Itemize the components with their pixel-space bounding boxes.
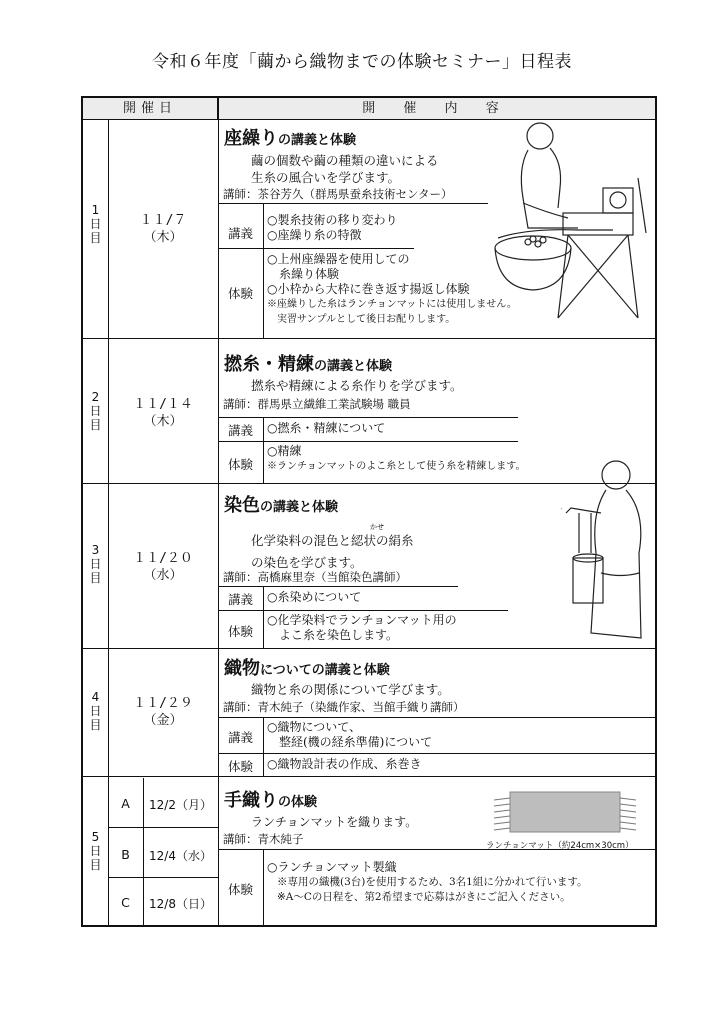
exp-items-2: ○精練 ※ランチョンマットのよこ糸として使う糸を精練します。 <box>267 444 526 472</box>
exp-label-4: 体験 <box>227 759 253 774</box>
exp-label-1: 体験 <box>227 286 253 301</box>
row-divider <box>83 338 655 339</box>
lecture-label-1: 講義 <box>227 226 253 241</box>
group-letter-b: B <box>121 847 130 862</box>
lecture-items-2: ○撚糸・精練について <box>267 421 386 435</box>
lecture-items-3: ○糸染めについて <box>267 590 362 604</box>
day-label-5: 5 日 目 <box>89 830 102 872</box>
exp-items-1: ○上州座繰器を使用しての 糸繰り体験 ○小枠から大枠に巻き返す揚返し体験 ※座繰りした糸はランチョンマットには使用しません。 実習サンプルとして後日お配りします。 <box>267 252 517 325</box>
ruby-kase: かせ <box>370 523 384 531</box>
lecture-label-2: 講義 <box>227 423 253 438</box>
lecture-label-4: 講義 <box>227 730 253 745</box>
sub-divider <box>218 753 655 754</box>
lecturer-4: 講師：青木純子（染織作家、当館手織り講師） <box>223 700 465 714</box>
date-3: １１/２０ （水） <box>133 551 193 583</box>
table-header <box>83 98 655 120</box>
header-content: 開 催 内 容 <box>362 101 511 116</box>
group-letter-c: C <box>121 895 130 910</box>
dyeing-illustration <box>561 453 656 653</box>
day-label-1: 1 日 目 <box>89 203 102 245</box>
row-title-3: 染色の講義と体験 <box>224 495 339 516</box>
mat-caption: ランチョンマット（約24cm×30cm） <box>486 841 634 851</box>
header-day: 開催日 <box>83 98 218 119</box>
day-label-4: 4 日 目 <box>89 690 102 732</box>
sub-divider <box>218 717 655 718</box>
label-divider <box>263 586 264 648</box>
row-desc-2: 撚糸や精練による糸作りを学びます。 <box>251 378 463 393</box>
date-column-divider <box>218 98 219 927</box>
row-desc-1: 繭の個数や繭の種類の違いによる 生糸の風合いを学びます。 <box>251 153 439 185</box>
exp-label-2: 体験 <box>227 457 253 472</box>
date-4: １１/２９ （金） <box>133 696 193 728</box>
row-desc-3: 化学染料の混色と綛状の絹糸 の染色を学びます。 <box>251 533 414 570</box>
zaguri-illustration <box>488 118 653 338</box>
group-date-b: 12/4（水） <box>149 849 212 863</box>
group-row-divider <box>108 827 218 828</box>
row-title-2: 撚糸・精練の講義と体験 <box>224 354 393 375</box>
exp-label-5: 体験 <box>227 882 253 897</box>
group-row-divider <box>108 877 218 878</box>
date-2: １１/１４ （木） <box>133 397 193 429</box>
row-title-4: 織物についての講義と体験 <box>224 658 390 679</box>
date-1: １１/７ （木） <box>139 213 187 245</box>
sub-divider <box>218 203 488 204</box>
lecture-label-3: 講義 <box>227 592 253 607</box>
group-letter-a: A <box>121 796 130 811</box>
label-divider <box>263 203 264 338</box>
sub-divider <box>218 441 518 442</box>
lecturer-5: 講師：青木純子 <box>223 832 304 846</box>
page-title: 令和６年度「繭から織物までの体験セミナー」日程表 <box>152 52 572 72</box>
placemat-illustration <box>488 788 643 840</box>
lecturer-3: 講師：高橋麻里奈（当館染色講師） <box>223 570 407 584</box>
exp-label-3: 体験 <box>227 624 253 639</box>
sub-divider <box>218 610 508 611</box>
lecturer-1: 講師：茶谷芳久（群馬県蚕糸技術センター） <box>223 187 453 201</box>
group-date-a: 12/2（月） <box>149 798 212 812</box>
label-divider <box>263 417 264 483</box>
row-desc-5: ランチョンマットを織ります。 <box>251 815 418 829</box>
lecture-items-1: ○製糸技術の移り変わり ○座繰り糸の特徴 <box>267 213 398 242</box>
schedule-table <box>81 96 657 927</box>
row-title-1: 座繰りの講義と体験 <box>224 128 357 149</box>
row-desc-4: 織物と糸の関係について学びます。 <box>251 682 450 697</box>
exp-items-5: ○ランチョンマット製織 ※専用の織機(3台)を使用するため、3名1組に分かれて行います。 ※A～Cの日程を、第2希望まで応募はがきにご記入ください。 <box>267 860 588 903</box>
lecture-items-4: ○織物について、 整経(機の経糸準備)について <box>267 720 433 749</box>
sub-divider <box>218 248 414 249</box>
sub-divider <box>218 586 458 587</box>
exp-items-3: ○化学染料でランチョンマット用の よこ糸を染色します。 <box>267 613 457 642</box>
exp-items-4: ○織物設計表の作成、糸巻き <box>267 757 422 771</box>
day-label-3: 3 日 目 <box>89 543 102 585</box>
day-label-2: 2 日 目 <box>89 390 102 432</box>
row-title-5: 手織りの体験 <box>224 790 318 811</box>
lecturer-2: 講師：群馬県立繊維工業試験場 職員 <box>223 397 411 411</box>
row-divider <box>83 776 655 777</box>
label-divider <box>263 717 264 776</box>
label-divider <box>263 849 264 927</box>
group-date-c: 12/8（日） <box>149 897 212 911</box>
